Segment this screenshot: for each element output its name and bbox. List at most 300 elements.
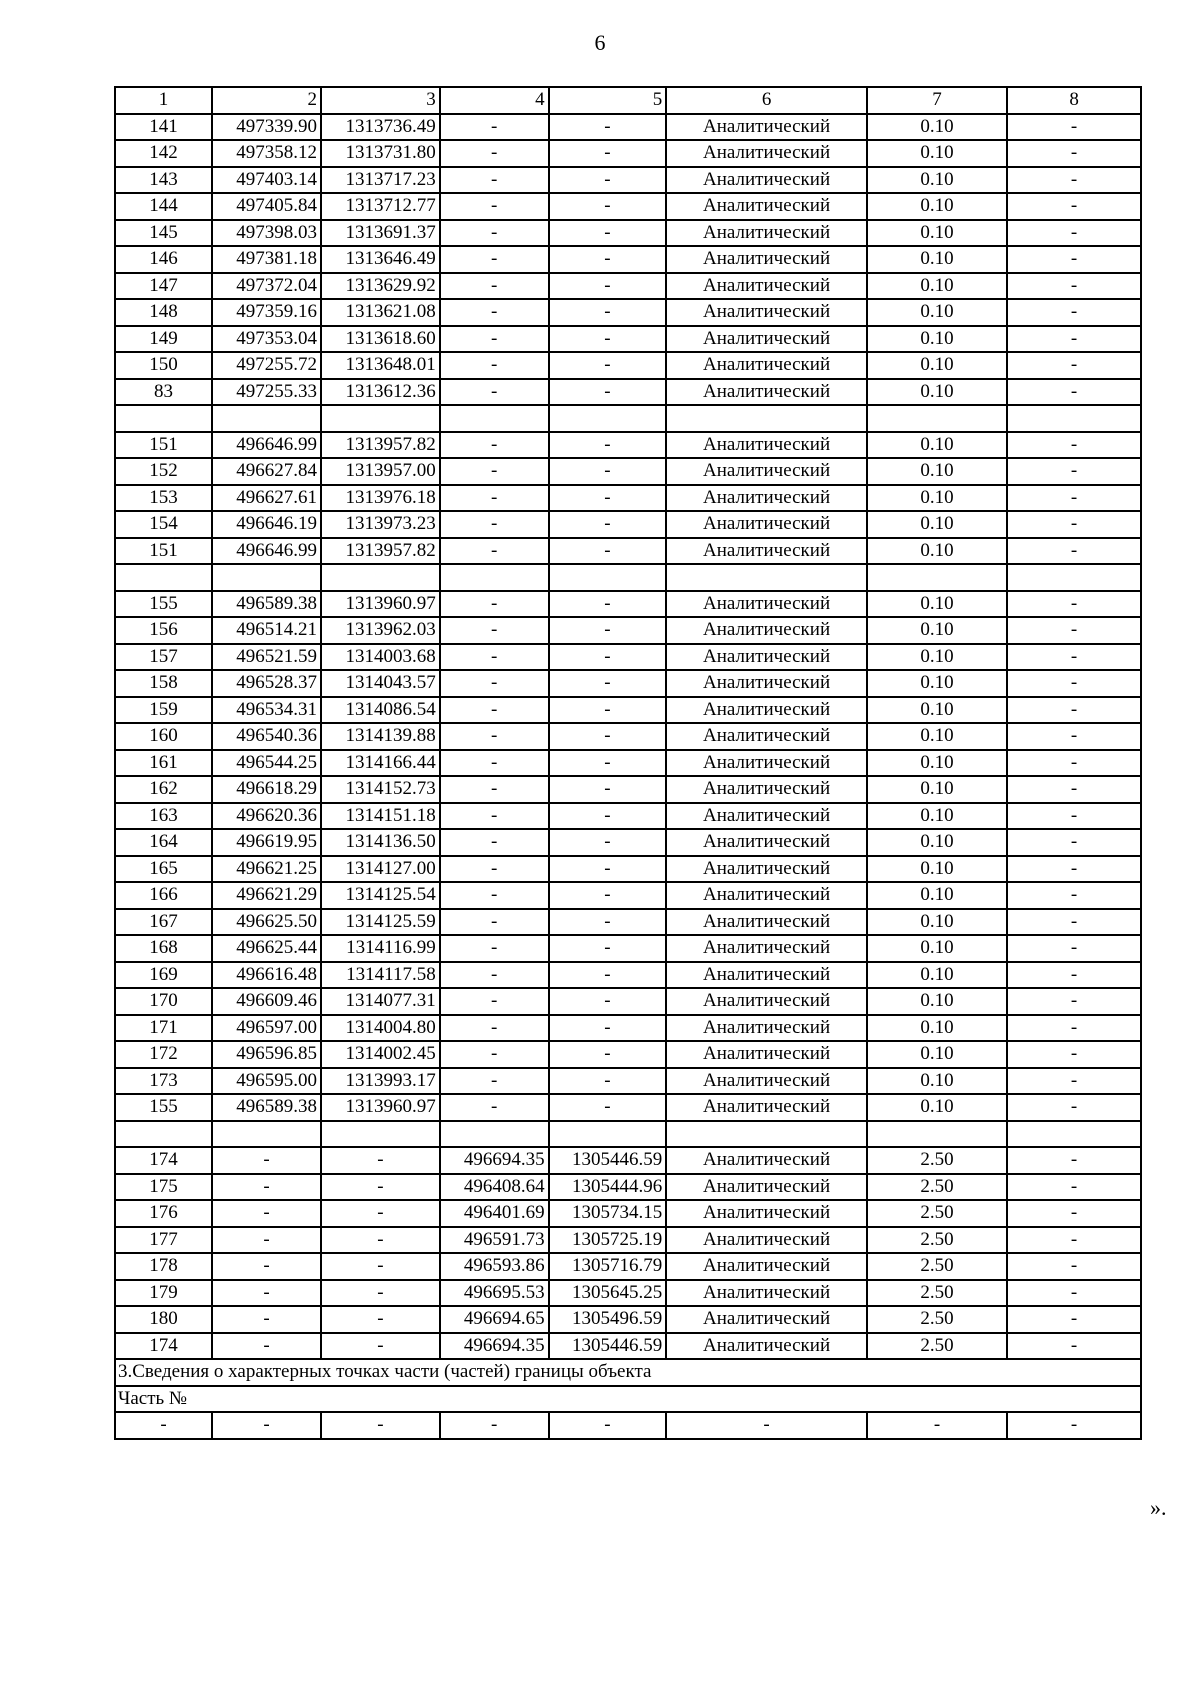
cell-col-2: 496618.29 — [212, 776, 321, 803]
cell-col-3: 1313712.77 — [321, 193, 440, 220]
cell-col-4: - — [440, 1015, 549, 1042]
cell-col-3: 1313960.97 — [321, 591, 440, 618]
cell-col-6: Аналитический — [666, 193, 867, 220]
cell-col-6: Аналитический — [666, 1333, 867, 1360]
cell-col-5: - — [549, 167, 667, 194]
cell-col-8: - — [1007, 220, 1141, 247]
cell-col-6: Аналитический — [666, 299, 867, 326]
cell-col-4: 496593.86 — [440, 1253, 549, 1280]
cell-col-7: 0.10 — [867, 803, 1007, 830]
cell-col-7: 0.10 — [867, 1015, 1007, 1042]
cell-col-7: 0.10 — [867, 167, 1007, 194]
cell-col-8: - — [1007, 776, 1141, 803]
cell-col-6: Аналитический — [666, 697, 867, 724]
cell-col-3: 1314004.80 — [321, 1015, 440, 1042]
cell-col-6: Аналитический — [666, 220, 867, 247]
cell-col-2: 496625.44 — [212, 935, 321, 962]
cell-col-3: - — [321, 1280, 440, 1307]
final-row — [115, 1412, 1141, 1439]
cell-col-7: 0.10 — [867, 1094, 1007, 1121]
cell-col-3: 1314002.45 — [321, 1041, 440, 1068]
cell-col-7: 0.10 — [867, 1068, 1007, 1095]
cell-col-8: - — [1007, 935, 1141, 962]
cell-col-5: 1305645.25 — [549, 1280, 667, 1307]
cell-col-1: 142 — [115, 140, 212, 167]
cell-col-1: 169 — [115, 962, 212, 989]
cell-col-3: 1314003.68 — [321, 644, 440, 671]
table-row — [115, 882, 1141, 909]
cell-col-6 — [666, 405, 867, 432]
cell-col-5: - — [549, 856, 667, 883]
cell-col-4: - — [440, 1094, 549, 1121]
cell-col-7: 0.10 — [867, 1041, 1007, 1068]
cell-col-1: 153 — [115, 485, 212, 512]
cell-col-5: - — [549, 140, 667, 167]
cell-col-3: 1313957.82 — [321, 432, 440, 459]
cell-col-3: 1313976.18 — [321, 485, 440, 512]
cell-col-4: - — [440, 935, 549, 962]
cell-col-1: 155 — [115, 1094, 212, 1121]
cell-col-4: - — [440, 829, 549, 856]
cell-col-1: 160 — [115, 723, 212, 750]
cell-col-4: - — [440, 723, 549, 750]
cell-col-7: 2.50 — [867, 1174, 1007, 1201]
cell-col-2: 496597.00 — [212, 1015, 321, 1042]
cell-col-8: - — [1007, 856, 1141, 883]
cell-col-7: 0.10 — [867, 988, 1007, 1015]
table-row — [115, 988, 1141, 1015]
cell-col-1: 144 — [115, 193, 212, 220]
cell-col-1 — [115, 405, 212, 432]
table-row — [115, 458, 1141, 485]
cell-col-1: 171 — [115, 1015, 212, 1042]
cell-col-2: - — [212, 1174, 321, 1201]
cell-col-2: 497255.72 — [212, 352, 321, 379]
cell-col-5: - — [549, 485, 667, 512]
cell-col-8: - — [1007, 379, 1141, 406]
cell-col-6 — [666, 564, 867, 591]
section-title-row — [115, 1359, 1141, 1386]
cell-col-2: 497255.33 — [212, 379, 321, 406]
cell-col-2: 497405.84 — [212, 193, 321, 220]
cell-col-1: 175 — [115, 1174, 212, 1201]
cell-col-2: 496646.19 — [212, 511, 321, 538]
cell-col-8: - — [1007, 988, 1141, 1015]
cell-col-6: Аналитический — [666, 988, 867, 1015]
coordinates-table — [114, 86, 1142, 1440]
table-row — [115, 617, 1141, 644]
cell-col-1: 151 — [115, 538, 212, 565]
cell-col-4: - — [440, 326, 549, 353]
cell-col-7: 0.10 — [867, 776, 1007, 803]
cell-col-6: Аналитический — [666, 167, 867, 194]
cell-col-4: 496694.35 — [440, 1147, 549, 1174]
cell-col-8: - — [1007, 1015, 1141, 1042]
cell-col-1: 158 — [115, 670, 212, 697]
cell-col-6: Аналитический — [666, 909, 867, 936]
cell-col-8: - — [1007, 299, 1141, 326]
cell-col-5: - — [549, 644, 667, 671]
cell-col-6: Аналитический — [666, 326, 867, 353]
cell-col-3: 1314125.54 — [321, 882, 440, 909]
cell-col-2: 496534.31 — [212, 697, 321, 724]
table-row — [115, 193, 1141, 220]
cell-col-5 — [549, 1121, 667, 1148]
cell-col-5: - — [549, 909, 667, 936]
cell-col-8: - — [1007, 511, 1141, 538]
cell-col-1: 148 — [115, 299, 212, 326]
cell-col-7: 0.10 — [867, 591, 1007, 618]
cell-col-4: - — [440, 352, 549, 379]
cell-col-8: - — [1007, 1174, 1141, 1201]
cell-col-4: - — [440, 644, 549, 671]
table-row — [115, 1200, 1141, 1227]
cell-col-1: 143 — [115, 167, 212, 194]
cell-col-6: Аналитический — [666, 962, 867, 989]
part-number-label: Часть № — [115, 1386, 1141, 1413]
cell-col-4: - — [440, 511, 549, 538]
cell-col-1: 174 — [115, 1333, 212, 1360]
cell-col-6: Аналитический — [666, 723, 867, 750]
cell-col-6: Аналитический — [666, 935, 867, 962]
table-row — [115, 776, 1141, 803]
cell-col-7: 0.10 — [867, 511, 1007, 538]
cell-col-3: 1314077.31 — [321, 988, 440, 1015]
cell-col-2: 496589.38 — [212, 591, 321, 618]
cell-col-5: - — [549, 273, 667, 300]
cell-col-5: 1305716.79 — [549, 1253, 667, 1280]
cell-col-7 — [867, 405, 1007, 432]
cell-col-3: - — [321, 1227, 440, 1254]
cell-col-7: 0.10 — [867, 962, 1007, 989]
cell-col-5: - — [549, 379, 667, 406]
cell-col-3: 1313957.82 — [321, 538, 440, 565]
table-row — [115, 1253, 1141, 1280]
table-row — [115, 140, 1141, 167]
cell-col-2: - — [212, 1147, 321, 1174]
cell-col-1: 147 — [115, 273, 212, 300]
cell-col-2: 496544.25 — [212, 750, 321, 777]
cell-col-8: - — [1007, 962, 1141, 989]
cell-col-8: - — [1007, 458, 1141, 485]
cell-col-7: 0.10 — [867, 882, 1007, 909]
cell-col-8: - — [1007, 591, 1141, 618]
cell-col-7: 0.10 — [867, 273, 1007, 300]
cell-col-7 — [867, 564, 1007, 591]
cell-col-3: 1313629.92 — [321, 273, 440, 300]
table-row — [115, 220, 1141, 247]
cell-col-2: - — [212, 1200, 321, 1227]
cell-col-5: - — [549, 246, 667, 273]
cell-col-1: 170 — [115, 988, 212, 1015]
cell-col-8: - — [1007, 1412, 1141, 1439]
cell-col-4: - — [440, 882, 549, 909]
cell-col-8: - — [1007, 114, 1141, 141]
table-row — [115, 803, 1141, 830]
table-row — [115, 644, 1141, 671]
cell-col-5: - — [549, 617, 667, 644]
cell-col-4: - — [440, 776, 549, 803]
cell-col-4: - — [440, 140, 549, 167]
table-row — [115, 299, 1141, 326]
cell-col-3 — [321, 405, 440, 432]
cell-col-7: 7 — [867, 87, 1007, 114]
cell-col-2: 497353.04 — [212, 326, 321, 353]
cell-col-8: 8 — [1007, 87, 1141, 114]
cell-col-2: 496595.00 — [212, 1068, 321, 1095]
cell-col-2: 497372.04 — [212, 273, 321, 300]
cell-col-3: - — [321, 1200, 440, 1227]
table-row — [115, 246, 1141, 273]
cell-col-6: Аналитический — [666, 591, 867, 618]
cell-col-4: - — [440, 193, 549, 220]
cell-col-3: 1313736.49 — [321, 114, 440, 141]
cell-col-7: 0.10 — [867, 326, 1007, 353]
cell-col-6: Аналитический — [666, 458, 867, 485]
cell-col-5: - — [549, 591, 667, 618]
cell-col-4: - — [440, 273, 549, 300]
cell-col-1: 159 — [115, 697, 212, 724]
cell-col-3: 1313646.49 — [321, 246, 440, 273]
cell-col-8: - — [1007, 432, 1141, 459]
cell-col-6: Аналитический — [666, 829, 867, 856]
cell-col-5 — [549, 564, 667, 591]
cell-col-4: - — [440, 1041, 549, 1068]
cell-col-6: Аналитический — [666, 1280, 867, 1307]
cell-col-3: 1314086.54 — [321, 697, 440, 724]
cell-col-7: 0.10 — [867, 538, 1007, 565]
cell-col-7: 0.10 — [867, 140, 1007, 167]
table-row — [115, 326, 1141, 353]
cell-col-3: - — [321, 1412, 440, 1439]
cell-col-4: - — [440, 167, 549, 194]
cell-col-2: - — [212, 1227, 321, 1254]
cell-col-8: - — [1007, 1227, 1141, 1254]
cell-col-5: - — [549, 114, 667, 141]
cell-col-2: 496616.48 — [212, 962, 321, 989]
cell-col-4: - — [440, 538, 549, 565]
cell-col-1: 164 — [115, 829, 212, 856]
cell-col-2: 497381.18 — [212, 246, 321, 273]
cell-col-6: Аналитический — [666, 1306, 867, 1333]
cell-col-4: - — [440, 246, 549, 273]
table-row — [115, 352, 1141, 379]
cell-col-5: - — [549, 193, 667, 220]
cell-col-4: - — [440, 670, 549, 697]
cell-col-2: 496646.99 — [212, 538, 321, 565]
cell-col-4: - — [440, 1068, 549, 1095]
cell-col-7: 0.10 — [867, 644, 1007, 671]
cell-col-2: 496627.84 — [212, 458, 321, 485]
cell-col-1: 1 — [115, 87, 212, 114]
cell-col-2: - — [212, 1306, 321, 1333]
cell-col-2: 496619.95 — [212, 829, 321, 856]
table-row — [115, 273, 1141, 300]
cell-col-3: 1314139.88 — [321, 723, 440, 750]
part-number-row — [115, 1386, 1141, 1413]
cell-col-3: - — [321, 1333, 440, 1360]
cell-col-2: 496625.50 — [212, 909, 321, 936]
cell-col-1: 162 — [115, 776, 212, 803]
cell-col-8: - — [1007, 352, 1141, 379]
cell-col-3: 1314166.44 — [321, 750, 440, 777]
table-row — [115, 511, 1141, 538]
cell-col-4 — [440, 405, 549, 432]
cell-col-6: Аналитический — [666, 776, 867, 803]
cell-col-2: - — [212, 1333, 321, 1360]
cell-col-6: Аналитический — [666, 882, 867, 909]
cell-col-5: 1305496.59 — [549, 1306, 667, 1333]
section-title: 3.Сведения о характерных точках части (частей) границы объекта — [115, 1359, 1141, 1386]
cell-col-5: - — [549, 1094, 667, 1121]
cell-col-8: - — [1007, 909, 1141, 936]
cell-col-5: - — [549, 803, 667, 830]
cell-col-3: 1314117.58 — [321, 962, 440, 989]
cell-col-8: - — [1007, 644, 1141, 671]
cell-col-1: - — [115, 1412, 212, 1439]
cell-col-8: - — [1007, 617, 1141, 644]
cell-col-6: Аналитический — [666, 379, 867, 406]
cell-col-2: 496627.61 — [212, 485, 321, 512]
cell-col-2: 497398.03 — [212, 220, 321, 247]
cell-col-7: 0.10 — [867, 352, 1007, 379]
cell-col-6: 6 — [666, 87, 867, 114]
cell-col-5: - — [549, 1412, 667, 1439]
cell-col-4: - — [440, 485, 549, 512]
table-row — [115, 829, 1141, 856]
cell-col-5: - — [549, 352, 667, 379]
cell-col-8: - — [1007, 829, 1141, 856]
cell-col-7 — [867, 1121, 1007, 1148]
cell-col-8: - — [1007, 1094, 1141, 1121]
cell-col-3: - — [321, 1147, 440, 1174]
cell-col-5: - — [549, 432, 667, 459]
cell-col-4: - — [440, 856, 549, 883]
table-row — [115, 1174, 1141, 1201]
cell-col-5: - — [549, 1068, 667, 1095]
cell-col-4: - — [440, 299, 549, 326]
cell-col-1: 155 — [115, 591, 212, 618]
cell-col-3: - — [321, 1306, 440, 1333]
cell-col-4: 496591.73 — [440, 1227, 549, 1254]
cell-col-2: 496521.59 — [212, 644, 321, 671]
cell-col-8 — [1007, 1121, 1141, 1148]
cell-col-1: 156 — [115, 617, 212, 644]
cell-col-4: - — [440, 962, 549, 989]
cell-col-7: 0.10 — [867, 856, 1007, 883]
cell-col-8: - — [1007, 1147, 1141, 1174]
cell-col-6: Аналитический — [666, 1147, 867, 1174]
cell-col-5: 1305734.15 — [549, 1200, 667, 1227]
cell-col-5: - — [549, 1015, 667, 1042]
cell-col-4: - — [440, 697, 549, 724]
cell-col-5: - — [549, 1041, 667, 1068]
cell-col-5 — [549, 405, 667, 432]
cell-col-3: 1314043.57 — [321, 670, 440, 697]
cell-col-4: - — [440, 220, 549, 247]
cell-col-6: Аналитический — [666, 1068, 867, 1095]
cell-col-4: 496401.69 — [440, 1200, 549, 1227]
cell-col-6: Аналитический — [666, 856, 867, 883]
cell-col-5: - — [549, 750, 667, 777]
cell-col-3: 1313731.80 — [321, 140, 440, 167]
cell-col-4: - — [440, 750, 549, 777]
cell-col-7: 0.10 — [867, 193, 1007, 220]
cell-col-2: 497339.90 — [212, 114, 321, 141]
cell-col-3: 3 — [321, 87, 440, 114]
cell-col-3: 1313962.03 — [321, 617, 440, 644]
cell-col-4: - — [440, 379, 549, 406]
cell-col-4: 496695.53 — [440, 1280, 549, 1307]
cell-col-2: 497403.14 — [212, 167, 321, 194]
cell-col-8: - — [1007, 538, 1141, 565]
cell-col-6: Аналитический — [666, 511, 867, 538]
cell-col-8: - — [1007, 803, 1141, 830]
cell-col-1: 149 — [115, 326, 212, 353]
cell-col-5: - — [549, 962, 667, 989]
cell-col-4: - — [440, 803, 549, 830]
cell-col-3: 1313960.97 — [321, 1094, 440, 1121]
table-row — [115, 591, 1141, 618]
cell-col-8: - — [1007, 1041, 1141, 1068]
cell-col-6: Аналитический — [666, 1041, 867, 1068]
cell-col-1: 165 — [115, 856, 212, 883]
table-row — [115, 697, 1141, 724]
cell-col-4 — [440, 1121, 549, 1148]
cell-col-1: 154 — [115, 511, 212, 538]
cell-col-7: 0.10 — [867, 750, 1007, 777]
cell-col-8: - — [1007, 326, 1141, 353]
cell-col-4: 496694.35 — [440, 1333, 549, 1360]
cell-col-7: 0.10 — [867, 723, 1007, 750]
cell-col-6: Аналитический — [666, 1174, 867, 1201]
cell-col-2: - — [212, 1412, 321, 1439]
cell-col-3: 1313691.37 — [321, 220, 440, 247]
cell-col-4: - — [440, 458, 549, 485]
cell-col-3 — [321, 564, 440, 591]
cell-col-5: - — [549, 458, 667, 485]
cell-col-7: 2.50 — [867, 1333, 1007, 1360]
cell-col-7: 0.10 — [867, 909, 1007, 936]
cell-col-6: Аналитический — [666, 273, 867, 300]
cell-col-1: 180 — [115, 1306, 212, 1333]
cell-col-1 — [115, 1121, 212, 1148]
cell-col-3: 1313612.36 — [321, 379, 440, 406]
cell-col-6: Аналитический — [666, 140, 867, 167]
cell-col-5: - — [549, 723, 667, 750]
table-row — [115, 1306, 1141, 1333]
cell-col-7: 0.10 — [867, 697, 1007, 724]
table-row — [115, 723, 1141, 750]
cell-col-3: 1313717.23 — [321, 167, 440, 194]
cell-col-7: 2.50 — [867, 1147, 1007, 1174]
cell-col-7: 2.50 — [867, 1306, 1007, 1333]
cell-col-4 — [440, 564, 549, 591]
cell-col-6: Аналитический — [666, 1094, 867, 1121]
cell-col-6: Аналитический — [666, 432, 867, 459]
table-row — [115, 1227, 1141, 1254]
cell-col-8 — [1007, 564, 1141, 591]
cell-col-7: 0.10 — [867, 379, 1007, 406]
cell-col-6: Аналитический — [666, 246, 867, 273]
cell-col-2: 496620.36 — [212, 803, 321, 830]
cell-col-8: - — [1007, 485, 1141, 512]
cell-col-8: - — [1007, 697, 1141, 724]
cell-col-2 — [212, 405, 321, 432]
cell-col-5: - — [549, 935, 667, 962]
cell-col-2: 496540.36 — [212, 723, 321, 750]
cell-col-8: - — [1007, 246, 1141, 273]
